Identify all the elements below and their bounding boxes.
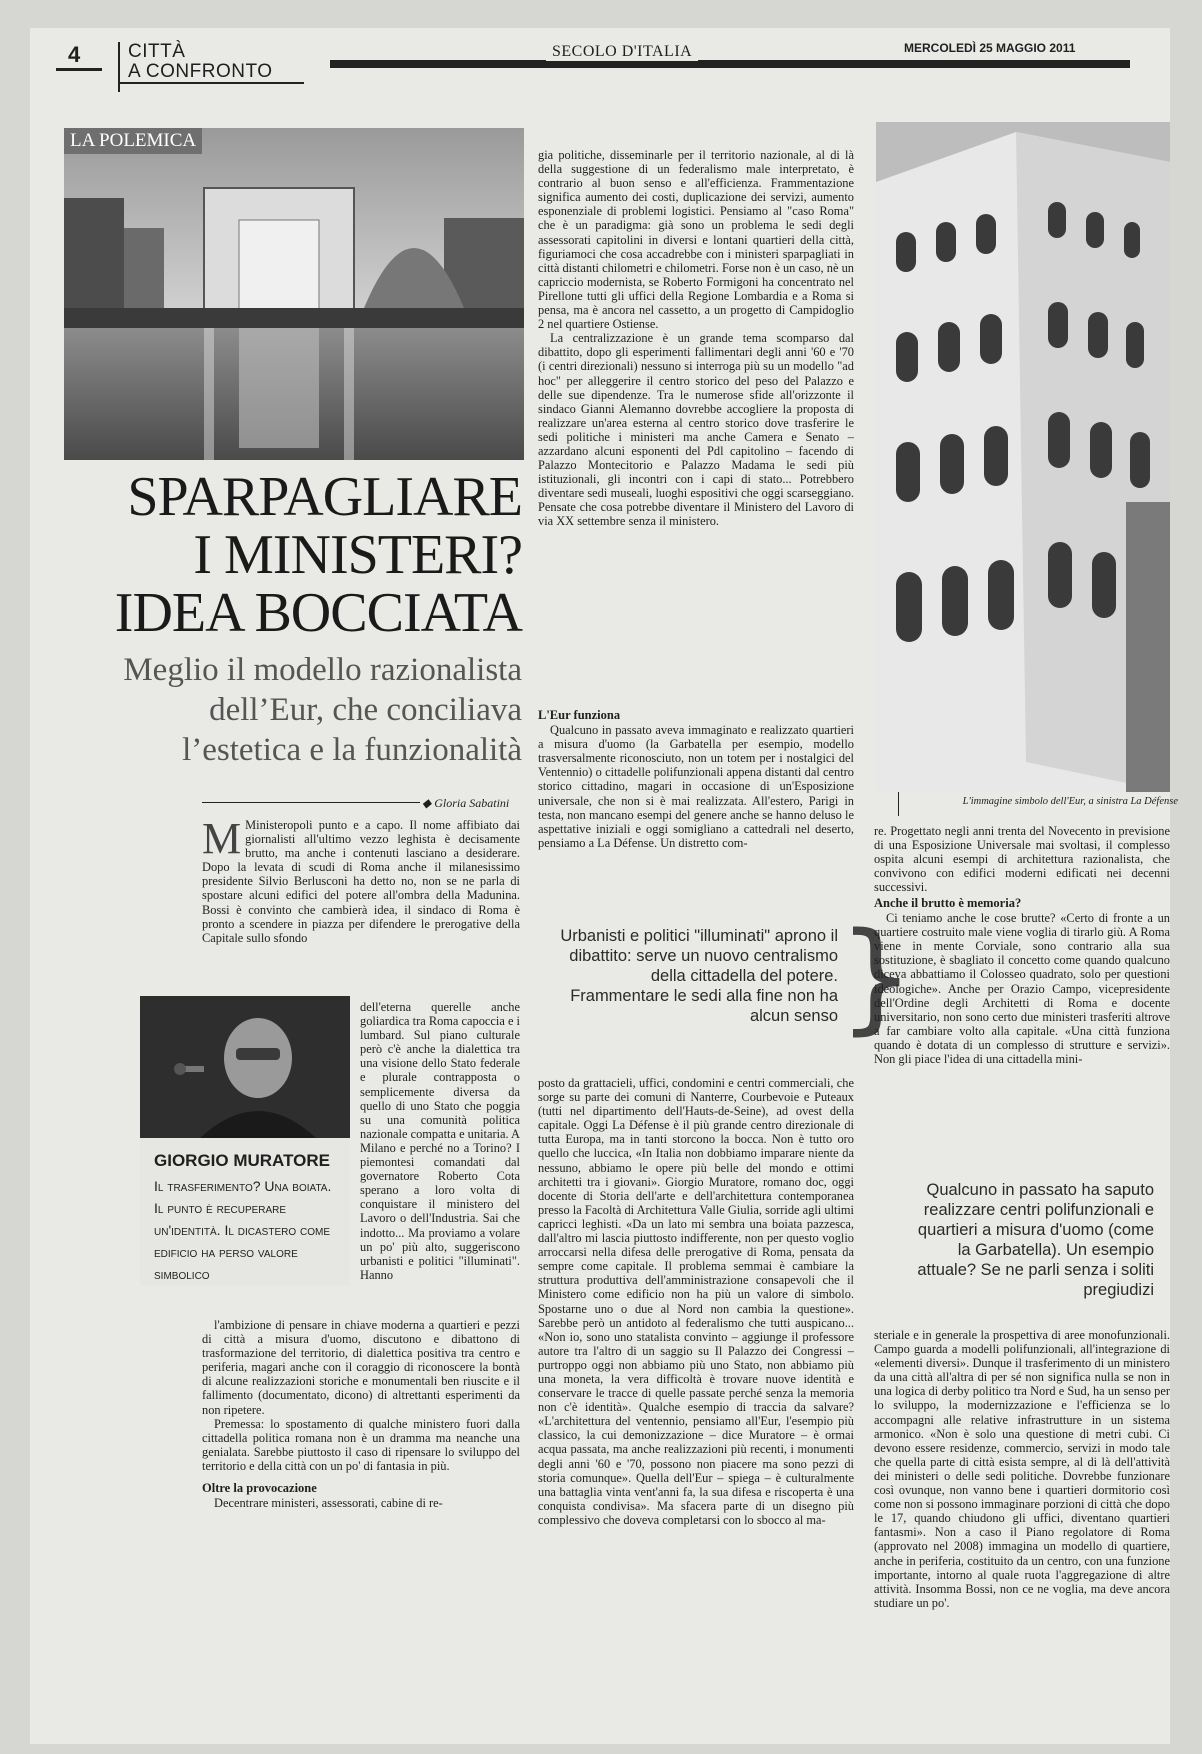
byline-author: Gloria Sabatini (434, 796, 510, 810)
header-rule-left (56, 68, 102, 71)
col1-side-text: dell'eterna querelle anche goliardica tra Roma capoccia e i lumbard. Sul piano culturale però c'è anche la dialettica tra una visione dello Stato federale e plurale contrapposta o semplicemente diversa da quello di uno Stato che poggia su una comunità politica nazionale compatta e unitaria. A Milano e perché no a Torino? I piemontesi comandati dal governatore Roberto Cota sperano a loro volta di conquistare il ministero del Lavoro o dell'Industria. Sai che indotto... Ma proviamo a volare un po' più alto, suggeriscono urbanisti e politici "illuminati". Hanno (360, 1000, 520, 1282)
pullquote-2: Qualcuno in passato ha saputo realizzare centri polifunzionali e quartieri a misura d'uomo (come la Garbatella). Un esempio attuale? Se ne parli senza i soliti pregiudizi (917, 1181, 1154, 1299)
kicker-label: LA POLEMICA (64, 128, 202, 154)
la-defense-image (64, 128, 524, 460)
byline (422, 796, 509, 811)
col1-paragraph: Decentrare ministeri, assessorati, cabine di re- (214, 1496, 443, 1511)
photo-eur (876, 122, 1170, 792)
headline-line-2: I MINISTERI? (193, 524, 522, 586)
col3-mid (874, 896, 1170, 1072)
col2-bottom (538, 1076, 854, 1716)
col1-subhead: Oltre la provocazione (202, 1481, 317, 1496)
interview-box (140, 996, 350, 1286)
page-number: 4 (68, 42, 81, 67)
header-bar (330, 60, 1130, 68)
col2-subhead: L'Eur funziona (538, 708, 621, 722)
col1-side (360, 1000, 520, 1316)
byline-rule (202, 802, 420, 803)
photo-la-defense (64, 128, 524, 460)
col1-intro-text: Ministeropoli punto e a capo. Il nome affibiato dai giornalisti all'ultimo vezzo leghista è decisamente brutto, ma anche i contenuti lasciano a desiderare. Dopo la levata di scudi di Roma anche il milanesissimo presidente Silvio Berlusconi ha detto no, non se ne parla di spostare alcuni edifici del potere all'ombra della Madunina. Bossi è convinto che cambierà idea, il sindaco di Roma è pronto a scendere in piazza per difendere le prerogative della Capitale sullo sfondo (202, 818, 520, 945)
col3-subhead: Anche il brutto è memoria? (874, 896, 1022, 910)
pullquote-1: Urbanisti e politici "illuminati" aprono il dibattito: serve un nuovo centralismo della cittadella del potere. Frammentare le sedi alla fine non ha alcun senso (560, 927, 838, 1025)
col3-top-text: re. Progettato negli anni trenta del Novecento in previsione di una Esposizione Universale mai svoltasi, il complesso ospita alcuni esempi di architettura razionalista, che convivono con edifici moderni edificati nei decenni successivi. (874, 824, 1170, 894)
col2-paragraph: La centralizzazione è un grande tema scomparso dal dibattito, dopo gli esperimenti fallimentari degli anni '60 e '70 (i centri direzionali) nessuno si interroga più su un modello "ad hoc" per alleggerire il centro storico del peso del Palazzo e delle sue dipendenze. Tra le numerose sfide all'orizzonte il sindaco Gianni Alemanno dovrebbe accogliere la proposta di realizzare un'area esterna al centro storico dove trasferire le sedi politiche i ministeri ma anche Camera e Senato – azzardano alcuni esponenti del Pdl capitolino – facendo di Palazzo Montecitorio e Palazzo Madama le sedi più istituzionali, gli incontri con i capi di stato... Potrebbero diventare sedi museali, luoghi espositivi che oggi scarseggiano. Pensate che cosa potrebbe diventare il Ministero del Lavoro di via XX settembre senza il ministero. (538, 331, 854, 529)
eur-palazzo-image (876, 122, 1170, 792)
newspaper-page (30, 28, 1178, 1744)
headline-line-1: SPARPAGLIARE (127, 466, 522, 528)
muratore-portrait (140, 996, 350, 1138)
col1-intro (202, 818, 520, 998)
col2-top (538, 148, 854, 708)
interviewee-name: GIORGIO MURATORE (154, 1151, 330, 1170)
headline (64, 468, 522, 642)
col1-paragraph: Premessa: lo spostamento di qualche ministero fuori dalla cittadella politica romana non è un dramma ma neanche una genialata. Sarebbe piuttosto il caso di ripensare lo sviluppo del territorio e della città con un po' di fantasia in più. (202, 1416, 520, 1473)
issue-date: MERCOLEDÌ 25 MAGGIO 2011 (900, 41, 1079, 55)
col2-paragraph: Qualcuno in passato aveva immaginato e realizzato quartieri a misura d'uomo (la Garbatella per esempio, modello trasversalmente riconosciuto, non un totem per i nostalgici del Ventennio) o cittadelle polifunzionali appena distanti dal centro storico cittadino, magari in occasione di un'Esposizione universale, che non si è mai realizzata. All'estero, Parigi in testa, non mancano esempi del genere anche se hanno deluso le aspettative iniziali e oggi somigliano a cattedrali nel deserto, pensiamo a La Défense. Un distretto com- (538, 723, 854, 850)
col3-top (874, 824, 1170, 894)
deck-line-2: dell’Eur, che conciliava (209, 692, 522, 728)
caption-rule (898, 792, 899, 816)
col1-rest (202, 1318, 520, 1678)
col2-bottom-text: posto da grattacieli, uffici, condomini e centri commerciali, che sorge su parte dei comuni di Nanterre, Courbevoie e Puteaux (tutti nel dipartimento dell'Hauts-de-Seine), ad ovest della capitale. Oggi La Défense è il più grande centro direzionale di tutta Europa, ma in tanti storcono la bocca. Non è tutto oro quello che luccica, «In Italia non dobbiamo imparare niente da nessuno, abbiamo le opere più belle del mondo e ottimi architetti tra i giovani». Giorgio Muratore, romano doc, oggi docente di Storia dell'arte e dell'architettura contemporanea presso la Facoltà di Architettura Valle Giulia, sorride agli ultimi capricci leghisti. «Da un lato mi sembra una boiata pazzesca, dall'altro mi lascia piuttosto indifferente, non per questo voglio arroccarsi nella difesa delle prerogative di Roma, pensata da sempre come capitale. Il problema semmai è cambiare la struttura produttiva dell'amministrazione consapevoli che il Ministero come edificio non ha più un valore di simbolo. Spostarne uno o due al Nord non cambia la questione». Sarebbe però un antidoto al federalismo che tutti auspicano... «Non io, sono uno statalista convinto – aggiunge il professore autore tra l'altro di un saggio su Il Palazzo dei Congressi – purtroppo oggi non abbiamo più uno Stato, non abbiamo più una moneta, la vera difficoltà è trovare nuove identità e conservare le tracce di quelle passate perché senza la memoria non c'è identità». Qualche esempio di traccia da salvare? «L'architettura del ventennio, pensiamo all'Eur, l'esempio più classico, la cui demonizzazione – dice Muratore – è ormai acqua passata, ma anche realizzazioni più recenti, i monumenti degli anni '60 e '70, possono non piacere ma sono pezzi di storia comunque». Quella dell'Eur – spiega – è culturalmente una battaglia vinta vent'anni fa, la sua difesa e riscoperta è una conquista condivisa». Ma sfacera parte di un disegno più complessivo che doveva completarsi con lo sbocco al ma- (538, 1076, 854, 1527)
photo-caption: L'immagine simbolo dell'Eur, a sinistra La Défense (962, 796, 1178, 807)
pullquote-brace-icon: } (838, 908, 915, 1047)
section-line1: CITTÀ (128, 41, 186, 62)
deck (54, 650, 522, 770)
headline-line-3: IDEA BOCCIATA (114, 582, 522, 644)
col1-paragraph: l'ambizione di pensare in chiave moderna a quartieri e pezzi di città a misura d'uomo, discutono e dibattono di trasformazione del territorio, di dialettica positiva tra centro e periferia, magari anche con il coraggio di riconoscere la bontà di alcune realizzazioni storiche e monumentali ben riuscite e il fallimento (documentato, dicono) di altrettanti esperimenti da non ripetere. (202, 1318, 520, 1417)
col3-bottom-text: steriale e in generale la prospettiva di aree monofunzionali. Campo guarda a modelli polifunzionali, all'integrazione di «elementi diversi». Dunque il trasferimento di un ministero da una città all'altra di per sé non significa nulla se non in una logica di derby politico tra Nord e Sud, ha un senso per lo sviluppo, la modernizzazione e l'efficienza se lo accompagni alle relative infrastrutture in un sistema armonico. «Non è solo una questione di metri cubi. Ci devono essere residenze, commercio, servizi in modo tale che quella parte di città esista sempre, al di là dell'attività dei ministeri o delle sedi politiche. Dovrebbe funzionare così ovunque, non vanno bene i quartieri dormitorio così come non si possono immaginare porzioni di città che dopo le 17, quando chiudono gli uffici, diventano quartieri fantasmi». Non a caso il Piano regolatore di Roma (approvato nel 2008) immagina un modello di quartiere, anche in periferia, costituito da un centro, con una funzione importante, intorno al quale ruota l'aggregazione di altre attività. Insomma Bossi, non ce ne voglia, ma deve ancora studiare un po'. (874, 1328, 1170, 1610)
deck-line-3: l’estetica e la funzionalità (182, 732, 522, 768)
col2-mid (538, 708, 854, 918)
drop-cap: M (202, 818, 242, 863)
col3-bottom (874, 1328, 1170, 1718)
byline-diamond-icon: ◆ (422, 796, 435, 810)
col2-paragraph: gia politiche, disseminarle per il territorio nazionale, al di là della suggestione di un federalismo male interpretato, è contrario al buon senso e all'efficienza. Frammentazione significa aumento dei costi, duplicazione dei servizi, aumento esponenziale di problemi logistici. Pensiamo al "caso Roma" che è un paradigma: già sono un problema le sedi degli assessorati capitolini in diversi e lontani quartieri della città, figuriamoci che cosa accadrebbe con i ministeri sparpagliati in città distanti chilometri e chilometri. Forse non è un caso, nè un capriccio modernista, se Roberto Formigoni ha concentrato nel Pirellone tutti gli uffici della Regione Lombardia e a Roma si pensa, ma è ancora nel cassetto, a un progetto di Campidoglio 2 nel quartiere Ostiense. (538, 148, 854, 332)
deck-line-1: Meglio il modello razionalista (123, 652, 522, 688)
col3-paragraph: Ci teniamo anche le cose brutte? «Certo di fronte a un quartiere costruito male viene voglia di tirarlo giù. A Roma viene in mente Corviale, sono contrario alla sua sostituzione, è sbagliato il concetto come quando qualcuno diceva abbattiamo il Colosseo quadrato, solo per questioni ideologiche». Anche per Orazio Campo, vicepresidente dell'Ordine degli Architetti di Roma e docente universitario, non sono certo due ministeri trasferiti altrove a far cambiare volto alla capitale. «Una città funziona quando è dotata di un complesso di strutture e servizi». Non gli piace l'idea di una cittadella mini- (874, 911, 1170, 1067)
masthead: SECOLO D'ITALIA (546, 43, 698, 61)
section-box (118, 42, 320, 92)
interviewee-quote: Il trasferimento? Una boiata. Il punto è recuperare un'identità. Il dicastero come edificio ha perso valore simbolico (154, 1178, 332, 1282)
section-line2: A CONFRONTO (120, 62, 304, 84)
